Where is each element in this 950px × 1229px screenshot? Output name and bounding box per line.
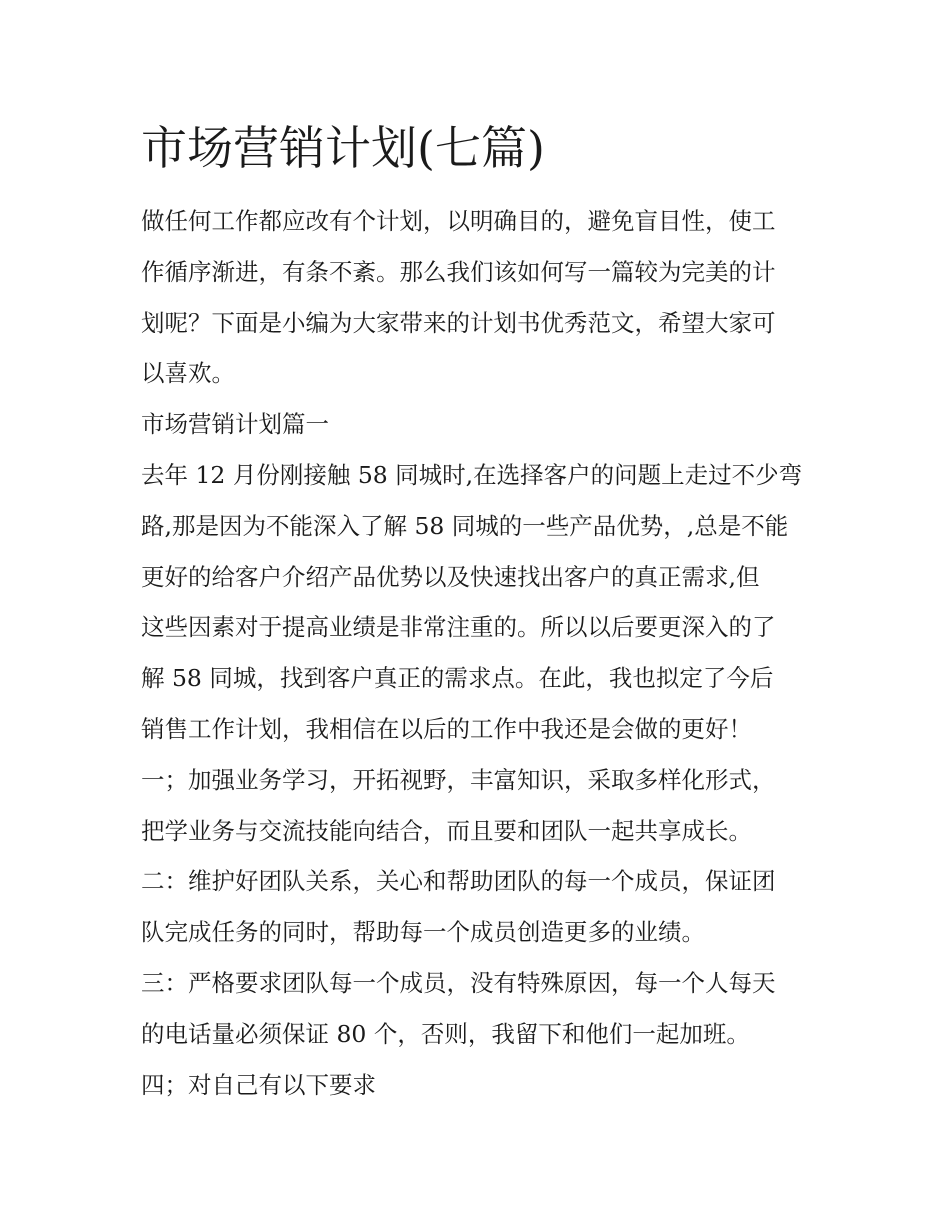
body-line: 这些因素对于提高业绩是非常注重的。所以以后要更深入的了 [141, 613, 776, 642]
body-line: 销售工作计划，我相信在以后的工作中我还是会做的更好！ [141, 714, 752, 743]
list-item-line: 二：维护好团队关系，关心和帮助团队的每一个成员，保证团 [141, 867, 776, 896]
body-line: 做任何工作都应改有个计划，以明确目的，避免盲目性，使工 [141, 207, 776, 235]
body-line: 去年 12 月份刚接触 58 同城时,在选择客户的问题上走过不少弯 [141, 460, 803, 489]
document-body [141, 196, 813, 1110]
body-line: 路,那是因为不能深入了解 58 同城的一些产品优势，,总是不能 [141, 511, 789, 540]
body-line: 更好的给客户介绍产品优势以及快速找出客户的真正需求,但 [141, 562, 760, 591]
document-title: 市场营销计划(七篇) [141, 121, 545, 175]
list-item-line: 一；加强业务学习，开拓视野，丰富知识，采取多样化形式， [141, 765, 776, 794]
list-item-line: 队完成任务的同时，帮助每一个成员创造更多的业绩。 [141, 918, 705, 947]
list-item-line: 三：严格要求团队每一个成员，没有特殊原因，每一个人每天 [141, 968, 776, 997]
list-item-line: 的电话量必须保证 80 个，否则，我留下和他们一起加班。 [141, 1019, 750, 1048]
body-line: 作循序渐进，有条不紊。那么我们该如何写一篇较为完美的计 [141, 257, 776, 286]
section-heading: 市场营销计划篇一 [141, 410, 329, 439]
body-line: 以喜欢。 [141, 359, 235, 388]
body-line: 划呢？下面是小编为大家带来的计划书优秀范文，希望大家可 [141, 308, 776, 337]
list-item-line: 四；对自己有以下要求 [141, 1070, 376, 1099]
document-page [141, 118, 813, 1110]
list-item-line: 把学业务与交流技能向结合，而且要和团队一起共享成长。 [141, 816, 752, 845]
body-line: 解 58 同城，找到客户真正的需求点。在此，我也拟定了今后 [141, 664, 774, 693]
